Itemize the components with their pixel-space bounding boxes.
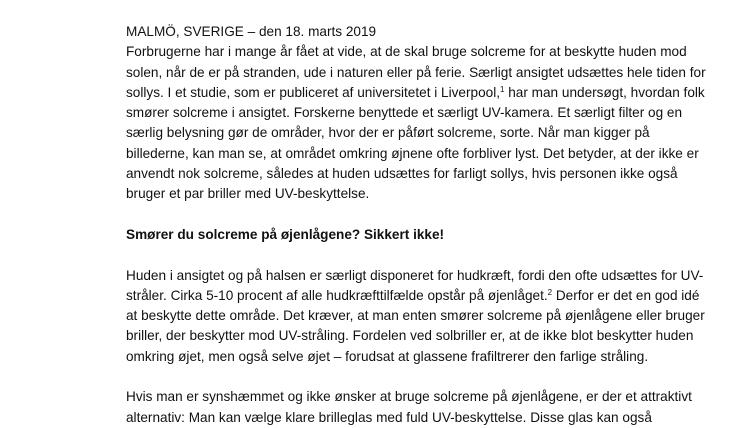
paragraph-line: at beskytte dette område. Det kræver, at man enten smører solcreme på øjenlågene eller bruger xyxy=(126,308,705,324)
section-heading: Smører du solcreme på øjenlågene? Sikkert ikke! xyxy=(126,226,445,242)
spacer xyxy=(126,367,646,387)
document-page xyxy=(126,22,706,428)
paragraph-text: har man undersøgt, hvordan folk xyxy=(504,84,705,100)
paragraph-line: Forbrugerne har i mange år fået at vide, at de skal bruge solcreme for at beskytte huden mod xyxy=(126,44,687,60)
spacer xyxy=(126,205,646,225)
paragraph-line: briller, der beskytter mod UV-stråling. Fordelen ved solbriller er, at de ikke blot beskytter huden xyxy=(126,328,694,344)
paragraph-line: Hvis man er synshæmmet og ikke ønsker at bruge solcreme på øjenlågene, er der et attraktivt xyxy=(126,389,692,405)
paragraph-intro xyxy=(126,42,706,204)
paragraph-line: særlig belysning gør de områder, hvor der er påført solcreme, sorte. Når man kigger på xyxy=(126,125,650,141)
paragraph-line: bruger et par briller med UV-beskyttelse. xyxy=(126,186,370,202)
paragraph-line: smører solcreme i ansigtet. Forskerne benyttede et særligt UV-kamera. Et særligt filter og en xyxy=(126,105,683,121)
paragraph-text: sollys. I et studie, som er publiceret af universitetet i Liverpool, xyxy=(126,84,501,100)
footnote-ref-2[interactable]: 2 xyxy=(547,287,553,297)
dateline: MALMÖ, SVERIGE – den 18. marts 2019 xyxy=(126,24,377,39)
spacer xyxy=(126,245,646,265)
paragraph-line xyxy=(126,83,705,103)
paragraph-line xyxy=(126,286,700,306)
paragraph-text: stråler. Cirka 5-10 procent af alle hudkræfttilfælde opstår på øjenlåget. xyxy=(126,287,548,303)
paragraph-line: alternativ: Man kan vælge klare brilleglas med fuld UV-beskyttelse. Disse glas kan også xyxy=(126,409,652,425)
paragraph-line: solen, når de er på stranden, ude i naturen eller på ferie. Særligt ansigtet udsættes hele tiden for xyxy=(126,64,706,80)
paragraph-line: omkring øjet, men også selve øjet – forudsat at glassene frafiltrerer den farlige stråling. xyxy=(126,348,649,364)
footnote-ref-1[interactable]: 1 xyxy=(500,84,505,94)
paragraph-line: billederne, kan man se, at området omkring øjnene ofte forbliver lyst. Det betyder, at der ikke er xyxy=(126,145,699,161)
paragraph-alternative xyxy=(126,387,692,428)
paragraph-line: anvendt nok solcreme, således at huden udsættes for farligt sollys, hvis personen ikke også xyxy=(126,166,678,182)
paragraph-skin-cancer xyxy=(126,266,705,367)
paragraph-text: Derfor er det en god idé xyxy=(552,287,700,303)
paragraph-line: Huden i ansigtet og på halsen er særligt disponeret for hudkræft, fordi den ofte udsættes for UV- xyxy=(126,267,704,283)
